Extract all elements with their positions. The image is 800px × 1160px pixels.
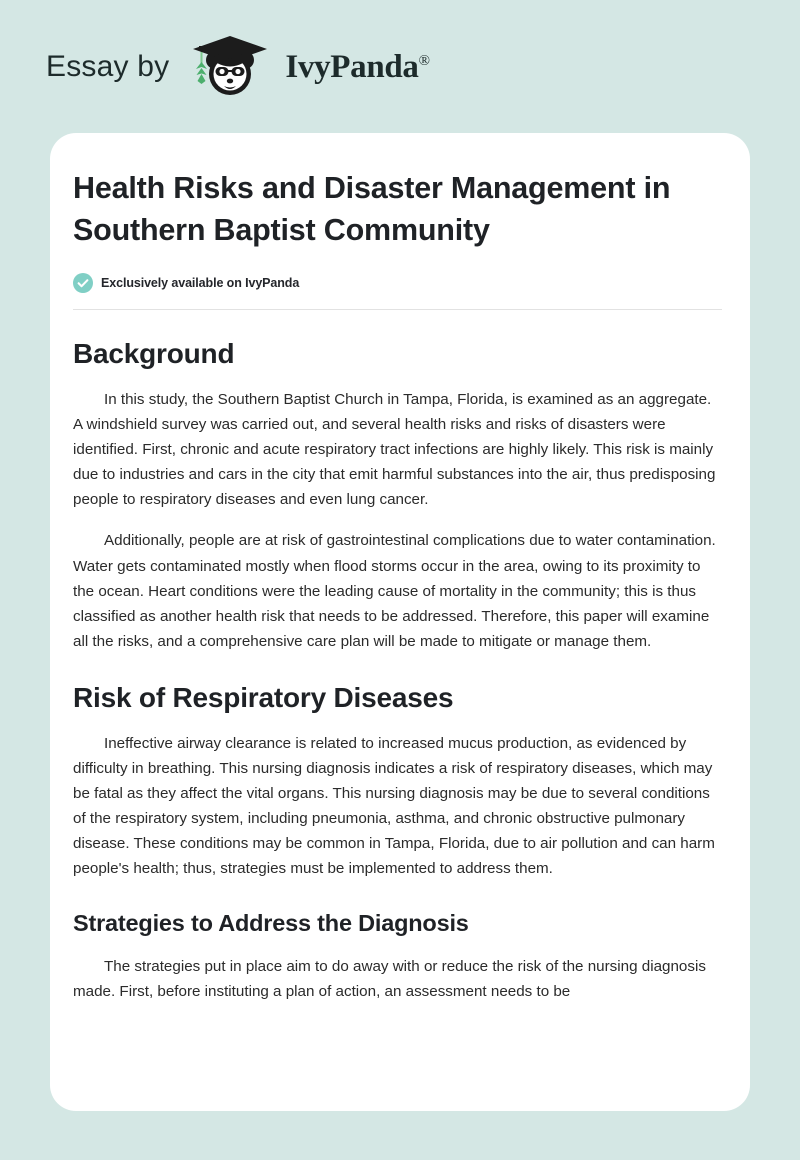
brand-logo-group[interactable] [46,31,430,103]
registered-mark: ® [418,53,430,69]
exclusive-badge [73,273,722,293]
section-heading-background: Background [73,338,235,369]
ivypanda-wordmark [285,49,429,86]
paragraph: In this study, the Southern Baptist Church in Tampa, Florida, is examined as an aggregate. A windshield survey was carried out, and several health risks and risks of disasters were identified. First, chronic and acute respiratory tract infections are highly likely. This risk is mainly due to industries and cars in the city that emit harmful substances into the air, thus predisposing people to respiratory diseases and even lung cancer. [73,391,716,509]
paragraph: The strategies put in place aim to do away with or reduce the risk of the nursing diagnosis made. First, before instituting a plan of action, an assessment needs to be [73,957,706,1000]
paragraph: Additionally, people are at risk of gastrointestinal complications due to water contamination. Water gets contaminated mostly when flood storms occur in the area, owing to its proximity to the ocean. Heart conditions were the leading cause of mortality in the community; this is thus classified as another health risk that needs to be addressed. Therefore, this paper will examine all the risks, and a comprehensive care plan will be made to mitigate or manage them. [73,532,716,650]
essay-card-body [50,133,750,1004]
paragraph: Ineffective airway clearance is related to increased mucus production, as evidenced by difficulty in breathing. This nursing diagnosis indicates a risk of respiratory diseases, which may be fatal as they affect the vital organs. This nursing diagnosis may be due to several conditions of the respiratory system, including pneumonia, asthma, and chronic obstructive pulmonary disease. These conditions may be common in Tampa, Florida, due to air pollution and can harm people's health; thus, strategies must be implemented to address them. [73,734,715,878]
exclusive-badge-label: Exclusively available on IvyPanda [101,276,300,290]
section-heading-risk-of-respiratory-diseases: Risk of Respiratory Diseases [73,681,454,713]
essay-card [50,133,750,1111]
ivypanda-panda-graduation-logo-icon [179,32,275,104]
check-circle-icon [73,273,93,293]
section-heading-strategies-to-address-the-diagnosis: Strategies to Address the Diagnosis [73,909,469,936]
essay-by-label: Essay by [46,49,170,83]
title-divider [73,309,722,310]
page-title: Health Risks and Disaster Management in Southern Baptist Community [73,171,671,247]
brand-name-text: IvyPanda [285,49,419,85]
brand-header [0,0,800,133]
